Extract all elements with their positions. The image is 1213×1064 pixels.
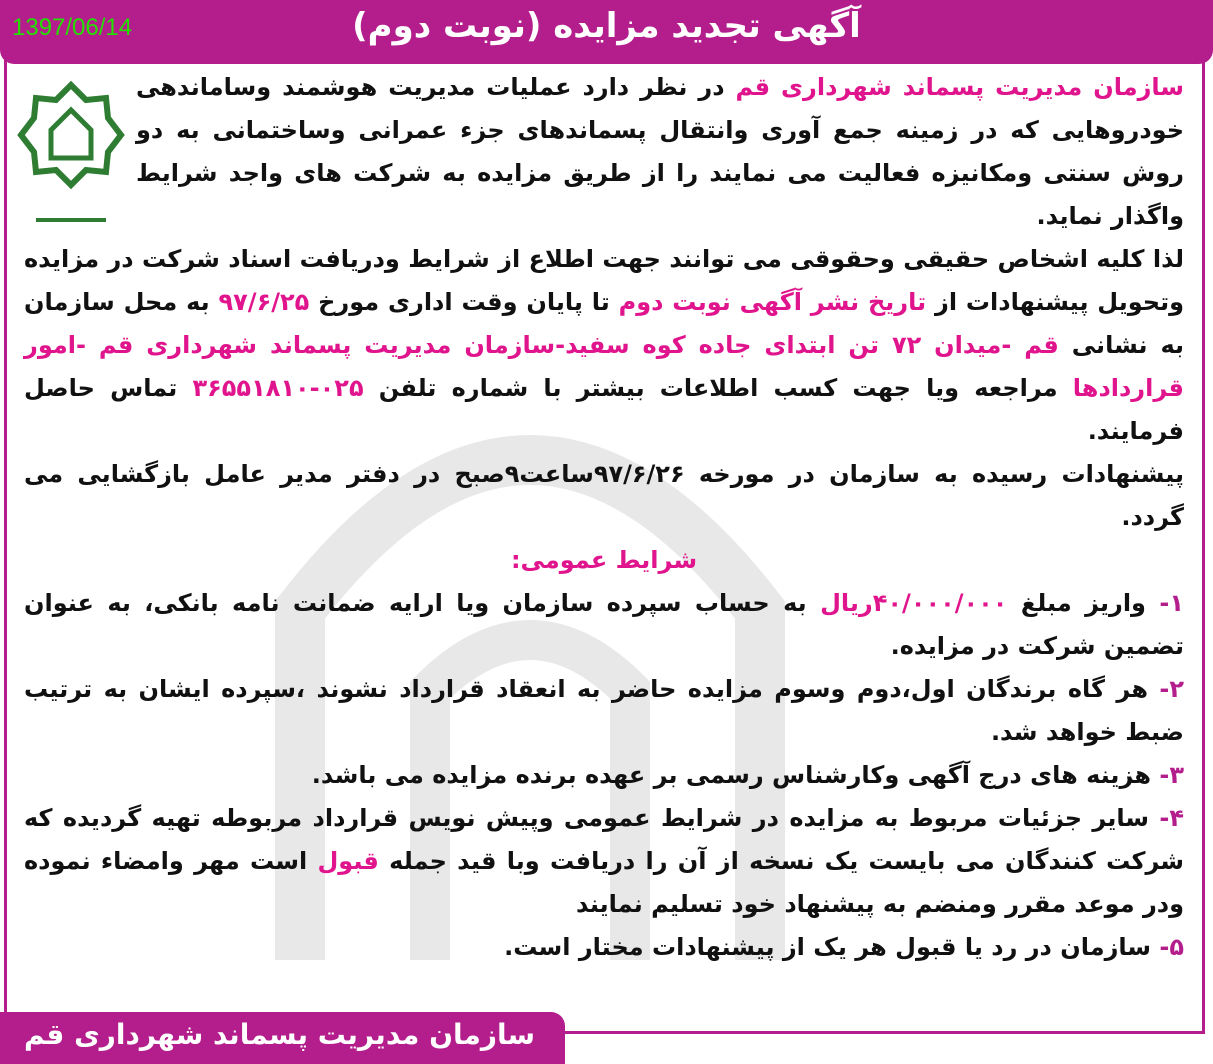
item-number: ۱- <box>1159 589 1184 617</box>
text: هزینه های درج آگهی وکارشناس رسمی بر عهده برنده مزایده می باشد. <box>311 761 1160 789</box>
phone-number: ۰۲۵-۳۶۵۵۱۸۱۰ <box>192 374 364 402</box>
item-number: ۳- <box>1159 761 1184 789</box>
conditions-heading: شرایط عمومی: <box>510 546 698 574</box>
org-name: سازمان مدیریت پسماند شهرداری قم <box>735 73 1184 101</box>
address: قم -میدان ۷۲ تن ابتدای جاده کوه سفید-سازمان مدیریت پسماند شهرداری قم -امور قراردادها <box>24 331 1184 402</box>
text: مراجعه ویا جهت کسب اطلاعات بیشتر با شماره تلفن <box>363 374 1073 402</box>
condition-item <box>24 797 1184 926</box>
text: سازمان در رد یا قبول هر یک از پیشنهادات مختار است. <box>504 933 1160 961</box>
accept-word: قبول <box>317 847 379 875</box>
text: لذا کلیه اشخاص حقیقی وحقوقی می توانند جهت اطلاع از شرایط ودریافت اسناد شرکت در مزایده وتحویل پیشنهادات از <box>24 245 1185 316</box>
item-number: ۴- <box>1159 804 1184 832</box>
intro-paragraph <box>24 66 1184 238</box>
ad-title: آگهی تجدید مزایده (نوبت دوم) <box>352 6 861 46</box>
text: تماس حاصل فرمایند. <box>24 374 1184 445</box>
item-number: ۵- <box>1159 933 1184 961</box>
condition-item <box>24 926 1184 969</box>
condition-item <box>24 582 1184 668</box>
item-number: ۲- <box>1159 675 1184 703</box>
ad-body <box>24 66 1184 969</box>
text: به محل سازمان به نشانی <box>24 288 1185 359</box>
text: تا پایان وقت اداری مورخ <box>309 288 619 316</box>
header-bar <box>0 0 1213 64</box>
publish-date: 1397/06/14 <box>12 14 133 41</box>
publish-date-note: تاریخ نشر آگهی نوبت دوم <box>618 288 927 316</box>
footer-org-name: سازمان مدیریت پسماند شهرداری قم <box>24 1018 535 1051</box>
footer-tab <box>0 1012 565 1064</box>
text: به حساب سپرده سازمان ویا ارایه ضمانت نامه بانکی، به عنوان تضمین شرکت در مزایده. <box>24 589 1184 660</box>
deadline-date: ۹۷/۶/۲۵ <box>218 288 310 316</box>
opening-paragraph: پیشنهادات رسیده به سازمان در مورخه ۹۷/۶/۲۶ساعت۹صبح در دفتر مدیر عامل بازگشایی می گردد. <box>24 460 1185 531</box>
condition-item <box>24 754 1184 797</box>
text: واریز مبلغ <box>1007 589 1160 617</box>
text: سایر جزئیات مربوط به مزایده در شرایط عمومی وپیش نویس قرارداد مربوطه تهیه گردیده که شرکت کنندگان می بایست یک نسخه از آن را دریافت وبا قید جمله <box>24 804 1185 875</box>
condition-item <box>24 668 1184 754</box>
text: است مهر وامضاء نموده ودر موعد مقرر ومنضم به پیشنهاد خود تسلیم نمایند <box>24 847 1184 918</box>
text: هر گاه برندگان اول،دوم وسوم مزایده حاضر به انعقاد قرارداد نشوند ،سپرده ایشان به ترتیب ضبط خواهد شد. <box>24 675 1184 746</box>
deposit-amount: ۴۰/۰۰۰/۰۰۰ریال <box>820 589 1008 617</box>
intro-text: در نظر دارد عملیات مدیریت هوشمند وساماندهی خودروهایی که در زمینه جمع آوری وانتقال پسماندهای جزء عمرانی وساختمانی به دو روش سنتی ومکانیزه فعالیت می نمایند را از طریق مزایده به شرکت های واجد شرایط واگذار نماید. <box>136 73 1184 230</box>
submission-paragraph <box>24 238 1184 453</box>
